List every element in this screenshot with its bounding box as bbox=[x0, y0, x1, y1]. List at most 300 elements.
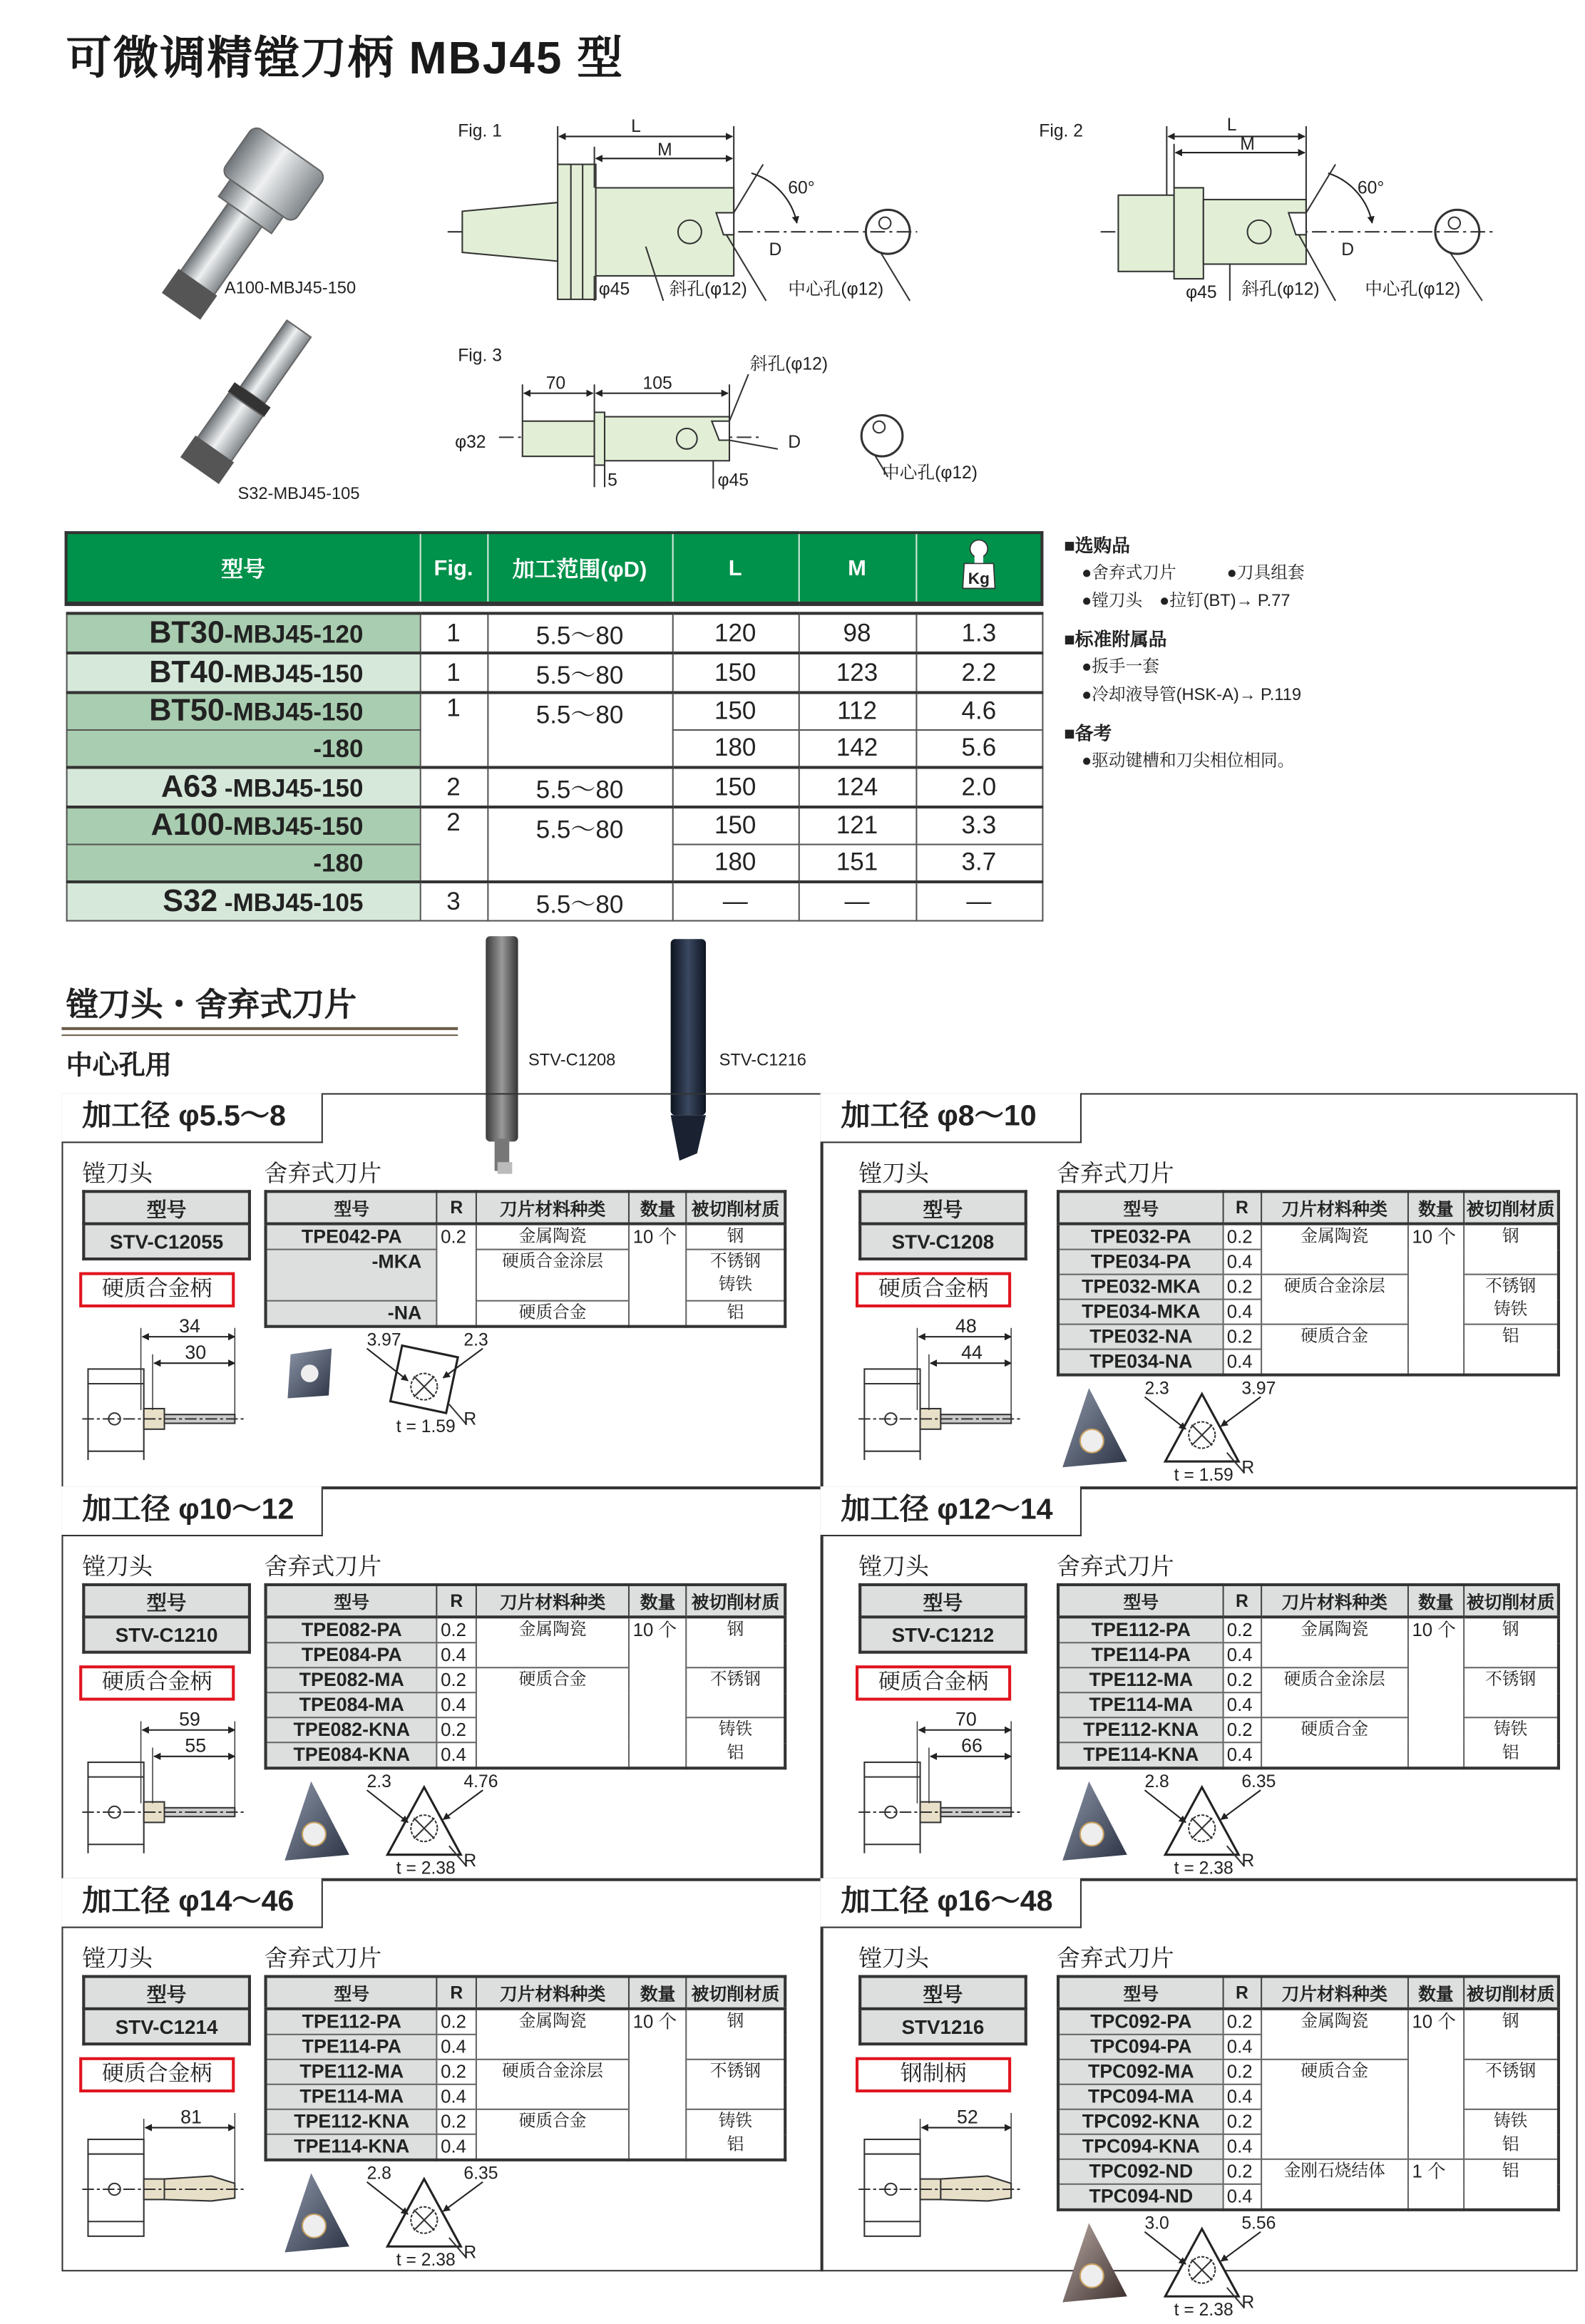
insert-material: 硬质合金涂层 bbox=[1261, 1275, 1408, 1325]
section-title: 镗刀头・舍弃式刀片 bbox=[66, 986, 357, 1023]
insert-model: TPE042-PA bbox=[266, 1224, 437, 1250]
boring-head-panel bbox=[858, 1548, 1042, 1861]
L-cell: 150 bbox=[672, 807, 799, 844]
insert-model: TPE114-MA bbox=[266, 2084, 437, 2109]
insert-thickness: t = 2.38 bbox=[396, 1858, 456, 1876]
insert-header: 型号 bbox=[1058, 1585, 1224, 1617]
insert-material: 金属陶瓷 bbox=[476, 2009, 630, 2060]
insert-R: 0.4 bbox=[437, 2134, 476, 2160]
insert-table bbox=[264, 1190, 786, 1327]
insert-model: TPC092-MA bbox=[1058, 2060, 1224, 2084]
svg-text:φ45: φ45 bbox=[1186, 282, 1217, 302]
notes-item: ●舍弃式刀片 ●刀具组套 bbox=[1081, 565, 1305, 583]
insert-R: 0.2 bbox=[1224, 1224, 1261, 1250]
insert-table-header bbox=[1058, 1977, 1559, 2009]
insert-model: TPE034-MKA bbox=[1058, 1300, 1224, 1325]
insert-dim-a: 2.3 bbox=[1144, 1379, 1169, 1399]
table-row bbox=[66, 653, 1042, 693]
insert-header: 被切削材质 bbox=[687, 1585, 785, 1617]
boring-head-drawing bbox=[82, 2098, 273, 2245]
model-prefix: A100 bbox=[150, 808, 225, 843]
insert-photo bbox=[1062, 2223, 1127, 2302]
insert-work: 不锈钢 bbox=[1463, 2060, 1558, 2109]
dimension-label: 48 bbox=[955, 1315, 977, 1337]
figure-2 bbox=[1039, 115, 1494, 302]
spec-table bbox=[65, 531, 1044, 922]
L-cell: 120 bbox=[672, 613, 799, 653]
insert-drawing-svg bbox=[1057, 2211, 1350, 2317]
insert-model: -NA bbox=[266, 1301, 437, 1327]
M-cell: 151 bbox=[799, 845, 916, 882]
insert-R: 0.4 bbox=[1224, 1642, 1261, 1667]
boring-head-drawing bbox=[858, 2098, 1050, 2245]
table-row bbox=[66, 882, 1042, 921]
insert-model: TPC094-KNA bbox=[1058, 2134, 1224, 2159]
insert-dim-a: 2.8 bbox=[366, 2164, 391, 2184]
model-cell bbox=[66, 807, 420, 844]
insert-model: TPE112-KNA bbox=[1058, 1717, 1224, 1742]
insert-material: 硬质合金 bbox=[1261, 1717, 1408, 1768]
M-cell: 124 bbox=[799, 767, 916, 807]
boring-head-table bbox=[858, 1975, 1027, 2045]
dimension-label: 34 bbox=[179, 1315, 200, 1337]
insert-qty: 10 个 bbox=[630, 1224, 687, 1327]
svg-text:φ45: φ45 bbox=[598, 279, 630, 299]
range-cell: 5.5～80 bbox=[487, 613, 672, 653]
header-weight bbox=[915, 533, 1042, 604]
boring-head-drawing bbox=[858, 1313, 1050, 1460]
svg-text:L: L bbox=[1226, 115, 1237, 135]
insert-work: 不锈钢 bbox=[687, 2060, 785, 2109]
insert-thickness: t = 1.59 bbox=[1174, 1465, 1233, 1482]
insert-radius-label: R bbox=[463, 1851, 477, 1871]
svg-text:φ45: φ45 bbox=[717, 471, 749, 490]
insert-header: R bbox=[437, 1585, 476, 1617]
insert-R: 0.4 bbox=[437, 1642, 476, 1667]
insert-header: 被切削材质 bbox=[687, 1191, 785, 1223]
model-cell bbox=[66, 730, 420, 767]
insert-drawing-svg bbox=[264, 1328, 558, 1434]
boring-head-drawing bbox=[858, 1707, 1050, 1853]
section-3 bbox=[61, 1486, 819, 1880]
insert-R: 0.4 bbox=[437, 2084, 476, 2109]
insert-R: 0.4 bbox=[1224, 1349, 1261, 1375]
insert-material: 硬质合金涂层 bbox=[476, 2060, 630, 2109]
insert-R: 0.2 bbox=[1224, 2159, 1261, 2184]
insert-work: 铝 bbox=[1463, 2159, 1558, 2210]
svg-text:5: 5 bbox=[607, 471, 617, 490]
insert-radius-label: R bbox=[1241, 1851, 1255, 1871]
section-heading: 加工径 φ5.5～8 bbox=[61, 1093, 322, 1143]
insert-qty: 10 个 bbox=[1408, 1224, 1463, 1375]
insert-R: 0.2 bbox=[1224, 2009, 1261, 2035]
boring-head-label: 镗刀头 bbox=[82, 1947, 153, 1973]
insert-R: 0.2 bbox=[437, 2109, 476, 2134]
insert-model: TPE082-MA bbox=[266, 1667, 437, 1692]
insert-drawing bbox=[264, 1328, 786, 1434]
L-cell: — bbox=[672, 882, 799, 921]
insert-header: 刀片材料种类 bbox=[1261, 1585, 1408, 1617]
product-caption: S32-MBJ45-105 bbox=[237, 485, 360, 503]
insert-material: 硬质合金 bbox=[1261, 1325, 1408, 1375]
insert-thickness: t = 1.59 bbox=[396, 1416, 456, 1434]
svg-text:斜孔(φ12): 斜孔(φ12) bbox=[1241, 279, 1320, 299]
boring-head-model: STV-C1212 bbox=[860, 1617, 1026, 1652]
boring-head-panel bbox=[858, 1940, 1042, 2252]
insert-work: 铝 bbox=[687, 1301, 785, 1327]
insert-photo bbox=[1062, 1388, 1127, 1467]
range-cell: 5.5～80 bbox=[487, 653, 672, 693]
insert-panel bbox=[264, 1155, 786, 1434]
insert-header: 型号 bbox=[1058, 1977, 1224, 2009]
insert-table bbox=[1057, 1975, 1560, 2211]
insert-table bbox=[264, 1583, 786, 1769]
insert-header: 被切削材质 bbox=[1463, 1585, 1558, 1617]
boring-head-panel bbox=[82, 1548, 265, 1861]
insert-work: 铸铁 铝 bbox=[687, 1717, 785, 1768]
insert-radius-label: R bbox=[1241, 2293, 1255, 2313]
boring-head-table bbox=[82, 1190, 251, 1260]
header-M: M bbox=[799, 533, 916, 604]
insert-R: 0.4 bbox=[1224, 2184, 1261, 2210]
table-row bbox=[266, 1224, 786, 1250]
insert-R: 0.4 bbox=[1224, 2035, 1261, 2060]
insert-outline bbox=[387, 2179, 461, 2247]
range-cell: 5.5～80 bbox=[487, 882, 672, 921]
model-suffix: -MBJ45-150 bbox=[217, 773, 364, 802]
insert-model: TPE112-MA bbox=[1058, 1667, 1224, 1692]
insert-R: 0.4 bbox=[437, 1692, 476, 1717]
insert-thickness: t = 2.38 bbox=[1174, 1858, 1233, 1876]
insert-header: 型号 bbox=[266, 1191, 437, 1223]
insert-R: 0.2 bbox=[437, 1667, 476, 1692]
M-cell: — bbox=[799, 882, 916, 921]
insert-material: 金属陶瓷 bbox=[476, 1224, 630, 1250]
insert-dim-a: 3.0 bbox=[1144, 2214, 1169, 2233]
insert-header: 刀片材料种类 bbox=[476, 1191, 630, 1223]
header-model: 型号 bbox=[83, 1191, 250, 1223]
fig-cell: 1 bbox=[420, 653, 488, 693]
table-row bbox=[1058, 2009, 1559, 2035]
svg-text:中心孔(φ12): 中心孔(φ12) bbox=[788, 279, 884, 299]
insert-panel bbox=[1056, 1155, 1560, 1482]
dimension-label: 55 bbox=[185, 1734, 207, 1757]
insert-header: 型号 bbox=[266, 1977, 437, 2009]
shank-material-badge: 钢制柄 bbox=[856, 2057, 1011, 2092]
insert-R: 0.4 bbox=[437, 2035, 476, 2060]
insert-table bbox=[1057, 1583, 1560, 1769]
insert-header: 数量 bbox=[630, 1585, 687, 1617]
svg-text:D: D bbox=[1341, 240, 1355, 260]
tool-caption: STV-C1208 bbox=[528, 1052, 616, 1070]
table-row bbox=[266, 2060, 786, 2084]
insert-model: TPE034-PA bbox=[1058, 1250, 1224, 1275]
insert-drawing bbox=[1057, 1377, 1560, 1482]
insert-photo bbox=[284, 2173, 349, 2252]
model-cell bbox=[66, 845, 420, 882]
insert-header: 数量 bbox=[1408, 1191, 1463, 1223]
insert-photo bbox=[1062, 1781, 1127, 1861]
svg-text:Fig. 3: Fig. 3 bbox=[458, 346, 502, 366]
dimension-label: 59 bbox=[179, 1708, 200, 1730]
insert-outline bbox=[1165, 1787, 1238, 1855]
L-cell: 180 bbox=[672, 730, 799, 767]
insert-header: 刀片材料种类 bbox=[1261, 1977, 1408, 2009]
insert-model: TPE114-PA bbox=[266, 2035, 437, 2060]
insert-header: 被切削材质 bbox=[1463, 1191, 1558, 1223]
insert-header: 刀片材料种类 bbox=[1261, 1191, 1408, 1223]
boring-head-model: STV-C12055 bbox=[83, 1224, 250, 1259]
insert-work: 铝 bbox=[1463, 1325, 1558, 1375]
insert-R: 0.2 bbox=[1224, 1325, 1261, 1349]
svg-text:70: 70 bbox=[545, 374, 566, 394]
header-model: 型号 bbox=[860, 1191, 1026, 1223]
boring-head-panel bbox=[82, 1155, 265, 1467]
insert-model: TPC092-KNA bbox=[1058, 2109, 1224, 2134]
insert-outline bbox=[1165, 1394, 1238, 1461]
insert-drawing-svg bbox=[1057, 1377, 1350, 1482]
header-fig: Fig. bbox=[420, 533, 488, 604]
model-prefix: A63 bbox=[160, 769, 218, 803]
insert-model: TPC092-ND bbox=[1058, 2159, 1224, 2184]
insert-model: TPE032-MKA bbox=[1058, 1275, 1224, 1300]
model-suffix: -MBJ45-120 bbox=[224, 619, 364, 648]
insert-thickness: t = 2.38 bbox=[1174, 2300, 1233, 2318]
insert-R: 0.2 bbox=[1224, 1667, 1261, 1692]
tool-caption: STV-C1216 bbox=[719, 1052, 806, 1070]
insert-drawing-svg bbox=[264, 2161, 558, 2267]
svg-text:φ32: φ32 bbox=[455, 432, 486, 452]
insert-R: 0.4 bbox=[1224, 1692, 1261, 1717]
insert-header: R bbox=[1224, 1977, 1261, 2009]
insert-material: 硬质合金 bbox=[476, 1301, 630, 1327]
insert-qty: 10 个 bbox=[630, 1617, 687, 1768]
insert-header: 数量 bbox=[630, 1191, 687, 1223]
section-heading: 加工径 φ16～48 bbox=[821, 1878, 1082, 1928]
insert-R: 0.2 bbox=[1224, 2060, 1261, 2084]
table-row bbox=[66, 613, 1042, 653]
insert-model: TPE032-NA bbox=[1058, 1325, 1224, 1349]
svg-text:105: 105 bbox=[642, 374, 672, 394]
dimension-label: 70 bbox=[955, 1708, 977, 1730]
L-cell: 150 bbox=[672, 693, 799, 730]
insert-thickness: t = 2.38 bbox=[396, 2251, 456, 2268]
dimension-label: 66 bbox=[961, 1734, 983, 1757]
insert-dim-b: 3.97 bbox=[1241, 1379, 1276, 1399]
insert-table-header bbox=[1058, 1191, 1559, 1223]
insert-model: TPE032-PA bbox=[1058, 1224, 1224, 1250]
insert-qty: 1 个 bbox=[1408, 2159, 1463, 2210]
insert-model: TPE114-PA bbox=[1058, 1642, 1224, 1667]
model-cell bbox=[66, 653, 420, 693]
insert-R: 0.4 bbox=[1224, 1742, 1261, 1768]
insert-dim-b: 2.3 bbox=[463, 1330, 488, 1350]
range-cell: 5.5～80 bbox=[487, 767, 672, 807]
table-row bbox=[1058, 2159, 1559, 2184]
insert-model: TPC094-PA bbox=[1058, 2035, 1224, 2060]
insert-material: 硬质合金 bbox=[1261, 2060, 1408, 2159]
svg-text:斜孔(φ12): 斜孔(φ12) bbox=[749, 354, 829, 374]
insert-work: 不锈钢 bbox=[1463, 1667, 1558, 1717]
svg-text:M: M bbox=[657, 140, 672, 160]
insert-outline bbox=[387, 1787, 461, 1855]
table-row bbox=[1058, 1717, 1559, 1742]
insert-dim-b: 6.35 bbox=[463, 2164, 498, 2184]
insert-dim-b: 5.56 bbox=[1241, 2214, 1276, 2233]
table-row bbox=[266, 1667, 786, 1692]
boring-head-panel bbox=[82, 1940, 265, 2252]
insert-material: 硬质合金涂层 bbox=[1261, 1667, 1408, 1717]
shank-material-badge: 硬质合金柄 bbox=[79, 1665, 235, 1700]
dimension-label: 44 bbox=[961, 1341, 983, 1363]
insert-panel bbox=[264, 1940, 786, 2268]
kg-cell: 4.6 bbox=[915, 693, 1042, 730]
insert-header: R bbox=[1224, 1191, 1261, 1223]
insert-header: 型号 bbox=[266, 1585, 437, 1617]
table-row bbox=[1058, 2060, 1559, 2084]
M-cell: 123 bbox=[799, 653, 916, 693]
insert-work: 钢 bbox=[687, 2009, 785, 2060]
insert-model: TPE034-NA bbox=[1058, 1349, 1224, 1375]
section-2 bbox=[821, 1093, 1578, 1486]
section-4 bbox=[821, 1486, 1578, 1880]
svg-text:Fig. 1: Fig. 1 bbox=[458, 121, 502, 141]
L-cell: 150 bbox=[672, 767, 799, 807]
insert-model: TPE082-KNA bbox=[266, 1717, 437, 1742]
insert-work: 铸铁 铝 bbox=[1463, 1717, 1558, 1768]
insert-work: 铸铁 铝 bbox=[1463, 2109, 1558, 2159]
boring-head-table bbox=[82, 1583, 251, 1654]
insert-header: 数量 bbox=[1408, 1977, 1463, 2009]
M-cell: 112 bbox=[799, 693, 916, 730]
svg-text:60°: 60° bbox=[1357, 178, 1385, 198]
kg-cell: 5.6 bbox=[915, 730, 1042, 767]
table-row bbox=[266, 1301, 786, 1327]
model-suffix: -MBJ45-150 bbox=[224, 813, 364, 841]
fig-cell: 2 bbox=[420, 767, 488, 807]
model-suffix: -MBJ45-150 bbox=[224, 698, 364, 726]
sub-title: 中心孔用 bbox=[66, 1050, 172, 1080]
insert-drawing bbox=[264, 1769, 786, 1876]
insert-material: 硬质合金 bbox=[476, 1667, 630, 1768]
insert-work: 钢 bbox=[1463, 1224, 1558, 1275]
fig-cell: 1 bbox=[420, 693, 488, 768]
header-model: 型号 bbox=[860, 1977, 1026, 2009]
insert-dim-a: 2.8 bbox=[1144, 1772, 1169, 1792]
insert-model: TPC092-PA bbox=[1058, 2009, 1224, 2035]
svg-text:D: D bbox=[788, 432, 801, 452]
insert-model: TPE112-KNA bbox=[266, 2109, 437, 2134]
insert-model: TPE114-KNA bbox=[266, 2134, 437, 2160]
model-cell bbox=[66, 767, 420, 807]
insert-dim-b: 4.76 bbox=[463, 1772, 498, 1792]
svg-text:60°: 60° bbox=[788, 178, 815, 198]
insert-table-header bbox=[266, 1977, 786, 2009]
boring-head-label: 镗刀头 bbox=[858, 1947, 929, 1973]
range-cell: 5.5～80 bbox=[487, 807, 672, 882]
insert-label: 舍弃式刀片 bbox=[1056, 1947, 1174, 1973]
insert-drawing bbox=[264, 2161, 786, 2268]
insert-header: 数量 bbox=[630, 1977, 687, 2009]
shank-material-badge: 硬质合金柄 bbox=[856, 1665, 1011, 1700]
insert-header: 被切削材质 bbox=[1463, 1977, 1558, 2009]
svg-text:中心孔(φ12): 中心孔(φ12) bbox=[1365, 279, 1461, 299]
insert-drawing bbox=[1057, 1769, 1560, 1876]
insert-outline bbox=[391, 1345, 458, 1413]
insert-header: R bbox=[437, 1977, 476, 2009]
table-row bbox=[1058, 1667, 1559, 1692]
svg-text:斜孔(φ12): 斜孔(φ12) bbox=[669, 279, 747, 299]
insert-R: 0.4 bbox=[1224, 1250, 1261, 1275]
section-heading: 加工径 φ14～46 bbox=[61, 1878, 322, 1928]
header-model: 型号 bbox=[83, 1585, 250, 1617]
insert-table-header bbox=[266, 1191, 786, 1223]
insert-label: 舍弃式刀片 bbox=[264, 1947, 382, 1973]
insert-model: TPE084-MA bbox=[266, 1692, 437, 1717]
boring-head-drawing bbox=[82, 1707, 273, 1853]
insert-material: 金刚石烧结体 bbox=[1261, 2159, 1408, 2210]
insert-work: 钢 bbox=[1463, 1617, 1558, 1667]
header-L: L bbox=[672, 533, 799, 604]
insert-table bbox=[1057, 1190, 1560, 1376]
svg-text:M: M bbox=[1240, 134, 1255, 154]
boring-head-label: 镗刀头 bbox=[858, 1162, 929, 1188]
table-row bbox=[1058, 1617, 1559, 1642]
section-heading: 加工径 φ12～14 bbox=[821, 1486, 1082, 1536]
header-range: 加工范围(φD) bbox=[487, 533, 672, 604]
table-row bbox=[266, 2009, 786, 2035]
table-row bbox=[266, 1250, 786, 1301]
model-suffix: -MBJ45-105 bbox=[217, 888, 364, 917]
boring-head-table bbox=[82, 1975, 251, 2045]
M-cell: 121 bbox=[799, 807, 916, 844]
insert-R: 0.4 bbox=[437, 1742, 476, 1768]
header-model: 型号 bbox=[83, 1977, 250, 2009]
boring-head-table bbox=[858, 1190, 1027, 1260]
model-prefix: S32 bbox=[163, 884, 218, 918]
dimension-figures bbox=[0, 0, 1585, 506]
notes-item: ●冷却液导管(HSK-A)→ P.119 bbox=[1081, 687, 1302, 704]
table-row bbox=[66, 807, 1042, 844]
range-cell: 5.5～80 bbox=[487, 693, 672, 768]
M-cell: 98 bbox=[799, 613, 916, 653]
insert-table-header bbox=[1058, 1585, 1559, 1617]
insert-radius-label: R bbox=[463, 1409, 477, 1429]
insert-header: 型号 bbox=[1058, 1191, 1224, 1223]
M-cell: 142 bbox=[799, 730, 916, 767]
boring-head-model: STV-C1214 bbox=[83, 2009, 250, 2044]
boring-head-label: 镗刀头 bbox=[82, 1162, 153, 1188]
insert-model: -MKA bbox=[266, 1250, 437, 1301]
kg-cell: 3.3 bbox=[915, 807, 1042, 844]
section-heading: 加工径 φ8～10 bbox=[821, 1093, 1082, 1143]
boring-head-drawing bbox=[82, 1313, 273, 1460]
insert-header: 被切削材质 bbox=[687, 1977, 785, 2009]
model-cell bbox=[66, 613, 420, 653]
figure-1 bbox=[448, 117, 918, 301]
section-heading: 加工径 φ10～12 bbox=[61, 1486, 322, 1536]
insert-photo bbox=[284, 1781, 349, 1861]
table-row bbox=[1058, 1325, 1559, 1349]
kg-cell: — bbox=[915, 882, 1042, 921]
insert-header: R bbox=[437, 1191, 476, 1223]
insert-material: 金属陶瓷 bbox=[1261, 1617, 1408, 1667]
insert-dim-a: 3.97 bbox=[366, 1330, 401, 1350]
insert-header: 刀片材料种类 bbox=[476, 1585, 630, 1617]
insert-model: TPE084-PA bbox=[266, 1642, 437, 1667]
page-title: 可微调精镗刀柄 MBJ45 型 bbox=[66, 32, 625, 84]
header-model: 型号 bbox=[860, 1585, 1026, 1617]
